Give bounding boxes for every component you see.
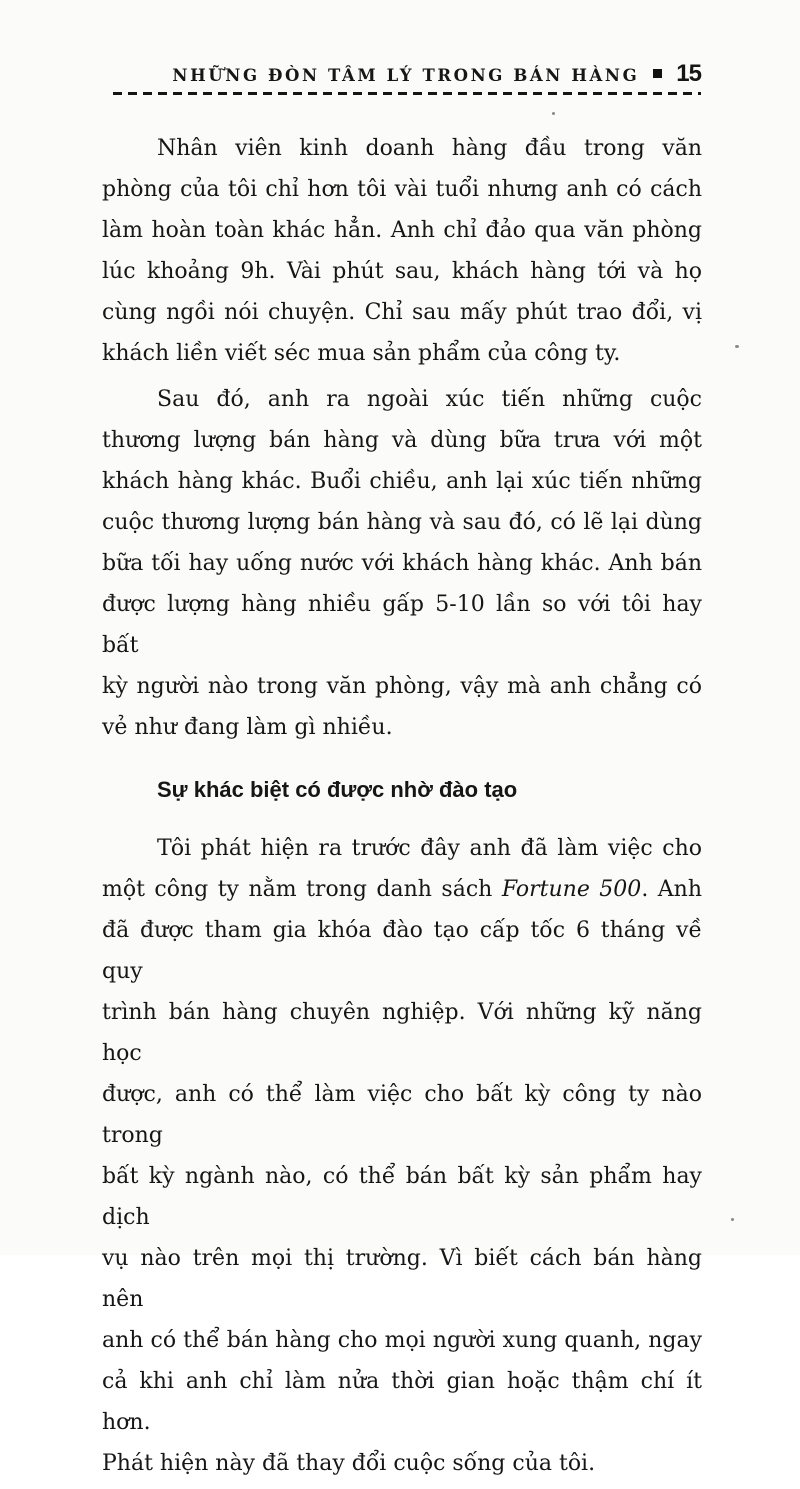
text-line (102, 420, 702, 461)
text-line (102, 292, 702, 333)
text-segment: cuộc thương lượng bán hàng và sau đó, có lẽ lại dùng (102, 510, 702, 535)
text-line (102, 992, 702, 1074)
text-line (102, 910, 702, 992)
page-body (102, 128, 702, 1489)
text-segment: Sau đó, anh ra ngoài xúc tiến những cuộc (157, 387, 702, 412)
section-heading (102, 776, 702, 804)
text-segment: vẻ như đang làm gì nhiều. (102, 715, 393, 740)
text-segment: thương lượng bán hàng và dùng bữa trưa với một (102, 428, 702, 453)
text-line (102, 1443, 702, 1484)
text-segment: Nhân viên kinh doanh hàng đầu trong văn (157, 136, 702, 161)
dashed-divider (113, 92, 701, 95)
text-segment: Sự khác biệt có được nhờ đào tạo (157, 777, 518, 802)
text-segment: được lượng hàng nhiều gấp 5-10 lần so với tôi hay bất (102, 592, 702, 658)
text-line (102, 1156, 702, 1238)
text-line (102, 502, 702, 543)
text-line (102, 869, 702, 910)
text-segment: Phát hiện này đã thay đổi cuộc sống của tôi. (102, 1451, 596, 1476)
text-line (102, 1320, 702, 1361)
text-segment: trình bán hàng chuyên nghiệp. Với những kỹ năng học (102, 1000, 702, 1066)
text-line (102, 1238, 702, 1320)
text-segment: vụ nào trên mọi thị trường. Vì biết cách bán hàng nên (102, 1246, 702, 1312)
text-segment: . Anh (641, 877, 703, 902)
paragraph (102, 379, 702, 748)
running-header (113, 60, 701, 88)
text-segment: bất kỳ ngành nào, có thể bán bất kỳ sản phẩm hay dịch (102, 1164, 702, 1230)
text-line (102, 707, 702, 748)
text-segment: cả khi anh chỉ làm nửa thời gian hoặc thậm chí ít hơn. (102, 1369, 702, 1435)
scan-speck (731, 1218, 734, 1221)
text-segment: anh có thể bán hàng cho mọi người xung quanh, ngay (102, 1328, 702, 1353)
text-line (102, 333, 702, 374)
text-segment: được, anh có thể làm việc cho bất kỳ công ty nào trong (102, 1082, 702, 1148)
text-segment: làm hoàn toàn khác hẳn. Anh chỉ đảo qua văn phòng (102, 218, 702, 243)
text-line (102, 584, 702, 666)
italic-text-segment: Fortune 500 (501, 877, 642, 902)
text-line (102, 543, 702, 584)
text-segment: Tôi phát hiện ra trước đây anh đã làm việc cho (157, 836, 702, 861)
text-line (102, 1361, 702, 1443)
text-line (102, 169, 702, 210)
text-line (102, 128, 702, 169)
paragraph (102, 828, 702, 1484)
text-line (102, 776, 702, 804)
text-line (102, 461, 702, 502)
text-segment: bữa tối hay uống nước với khách hàng khác. Anh bán (102, 551, 702, 576)
text-segment: lúc khoảng 9h. Vài phút sau, khách hàng tới và họ (102, 259, 702, 284)
running-header-title: NHỮNG ĐÒN TÂM LÝ TRONG BÁN HÀNG (172, 66, 640, 85)
text-line (102, 828, 702, 869)
square-bullet-icon (653, 69, 662, 78)
text-line (102, 666, 702, 707)
paragraph (102, 128, 702, 374)
text-segment: khách hàng khác. Buổi chiều, anh lại xúc tiến những (102, 469, 702, 494)
text-segment: một công ty nằm trong danh sách (102, 877, 502, 902)
text-segment: phòng của tôi chỉ hơn tôi vài tuổi nhưng anh có cách (102, 177, 702, 202)
text-segment: khách liền viết séc mua sản phẩm của công ty. (102, 341, 621, 366)
text-segment: cùng ngồi nói chuyện. Chỉ sau mấy phút trao đổi, vị (102, 300, 702, 325)
page-number: 15 (676, 60, 701, 87)
text-segment: đã được tham gia khóa đào tạo cấp tốc 6 tháng về quy (102, 918, 702, 984)
text-line (102, 379, 702, 420)
text-line (102, 1074, 702, 1156)
scan-speck (735, 345, 739, 348)
scan-speck (552, 112, 555, 115)
text-line (102, 210, 702, 251)
text-line (102, 251, 702, 292)
text-segment: kỳ người nào trong văn phòng, vậy mà anh chẳng có (102, 674, 702, 699)
